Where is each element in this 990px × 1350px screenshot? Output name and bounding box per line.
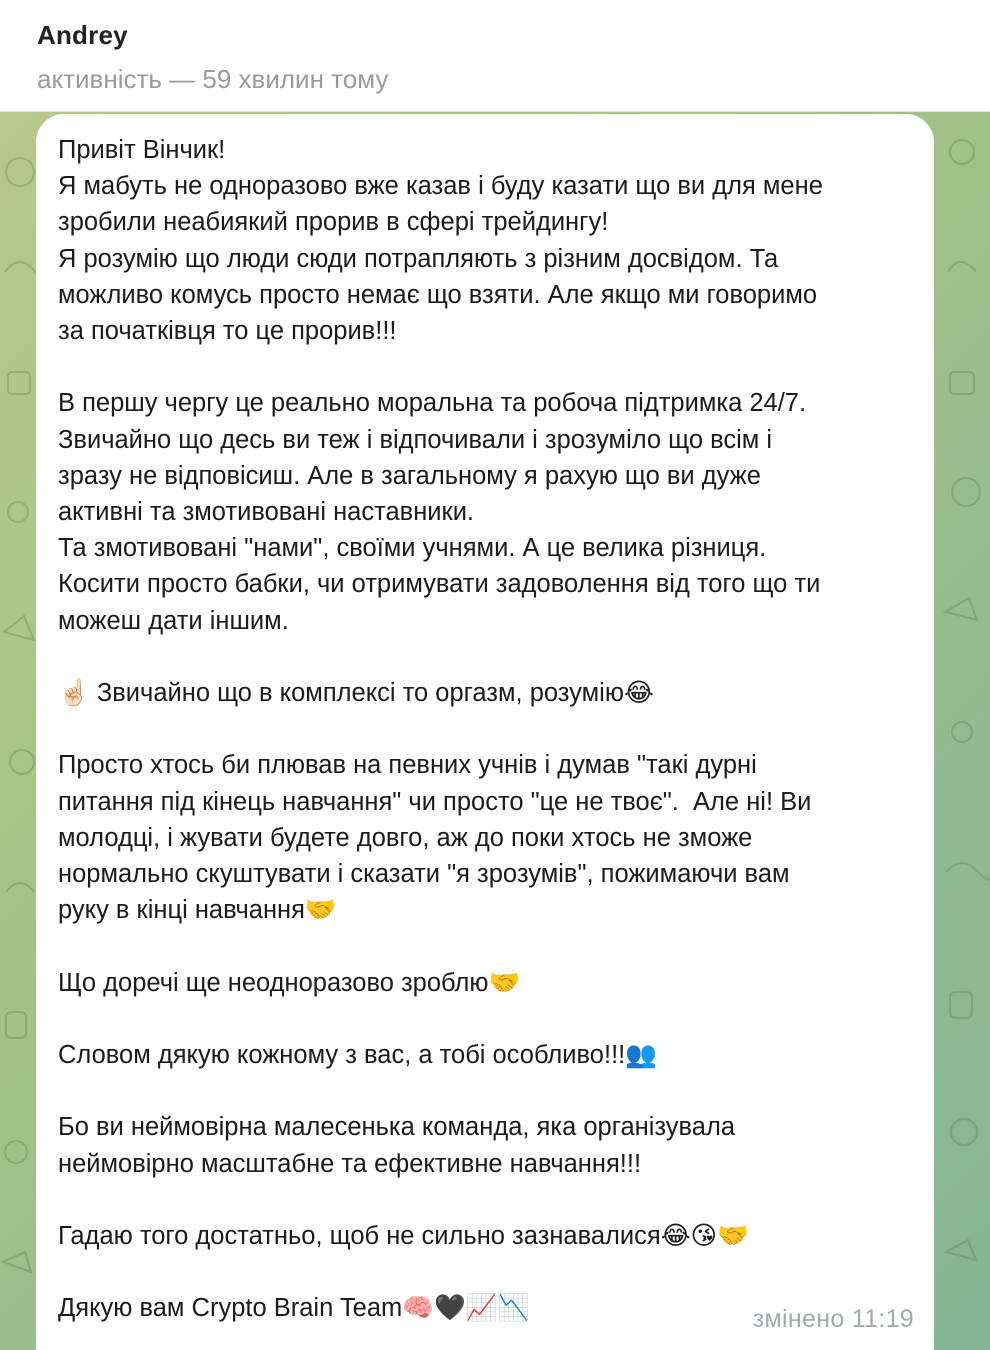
message-line: Що доречі ще неодноразово зроблю🤝: [58, 968, 521, 997]
blank-line: [58, 711, 918, 747]
blank-line: [58, 349, 918, 385]
message-line: нормально скуштувати і сказати "я зрозумів", пожимаючи вам: [58, 860, 790, 889]
message-line: Звичайно що десь ви теж і відпочивали і зрозуміло що всім і: [58, 425, 773, 454]
contact-name[interactable]: Andrey: [37, 20, 128, 50]
message-line: зробили неабиякий прорив в сфері трейдингу!: [58, 208, 609, 237]
message-line: Словом дякую кожному з вас, а тобі особливо!!!👥: [58, 1041, 657, 1069]
message-line: руку в кінці навчання🤝: [58, 896, 337, 925]
message-line: Просто хтось би плював на певних учнів і думав "такі дурні: [58, 751, 757, 780]
message-line: Я мабуть не одноразово вже казав і буду казати що ви для мене: [58, 172, 823, 201]
message-line: Косити просто бабки, чи отримувати задоволення від того що ти: [58, 570, 821, 599]
message-text: [58, 132, 918, 1327]
message-line: активні та змотивовані наставники.: [58, 498, 475, 527]
message-line: Та змотивовані "нами", своїми учнями. А це велика різниця.: [58, 534, 767, 563]
edited-label: змінено: [752, 1305, 845, 1333]
message-line: молодці, і жувати будете довго, аж до поки хтось не зможе: [58, 823, 753, 852]
last-seen-status: активність — 59 хвилин тому: [37, 64, 389, 94]
message-time: 11:19: [851, 1305, 914, 1333]
message-line: Привіт Вінчик!: [58, 136, 226, 164]
blank-line: [58, 1182, 918, 1218]
message-line: питання під кінець навчання" чи просто "це не твоє". Але ні! Ви: [58, 787, 812, 816]
message-line: Гадаю того достатньо, щоб не сильно зазнавалися😂😘🤝: [58, 1221, 749, 1250]
blank-line: [58, 639, 918, 675]
chat-header[interactable]: [0, 0, 990, 112]
message-line: Дякую вам Crypto Brain Team🧠🖤📈📉: [58, 1294, 530, 1323]
message-line: неймовірно масштабне та ефективне навчання!!!: [58, 1149, 642, 1178]
message-line: за початківця то це прорив!!!: [58, 317, 397, 346]
message-line: можеш дати іншим.: [58, 606, 289, 635]
message-line: зразу не відповісиш. Але в загальному я рахую що ви дуже: [58, 461, 761, 490]
message-line: ☝🏻 Звичайно що в комплексі то оргазм, розумію😂: [58, 679, 654, 708]
blank-line: [58, 1001, 918, 1037]
message-line: Бо ви неймовірна малесенька команда, яка організувала: [58, 1113, 736, 1142]
message-meta: [753, 1305, 914, 1334]
message-line: В першу чергу це реально моральна та робоча підтримка 24/7.: [58, 389, 807, 418]
blank-line: [58, 928, 918, 964]
message-bubble[interactable]: [36, 114, 934, 1350]
blank-line: [58, 1073, 918, 1109]
message-line: Я розумію що люди сюди потрапляють з різним досвідом. Та: [58, 244, 779, 273]
blank-line: [58, 1254, 918, 1290]
message-line: можливо комусь просто немає що взяти. Але якщо ми говоримо: [58, 280, 818, 309]
